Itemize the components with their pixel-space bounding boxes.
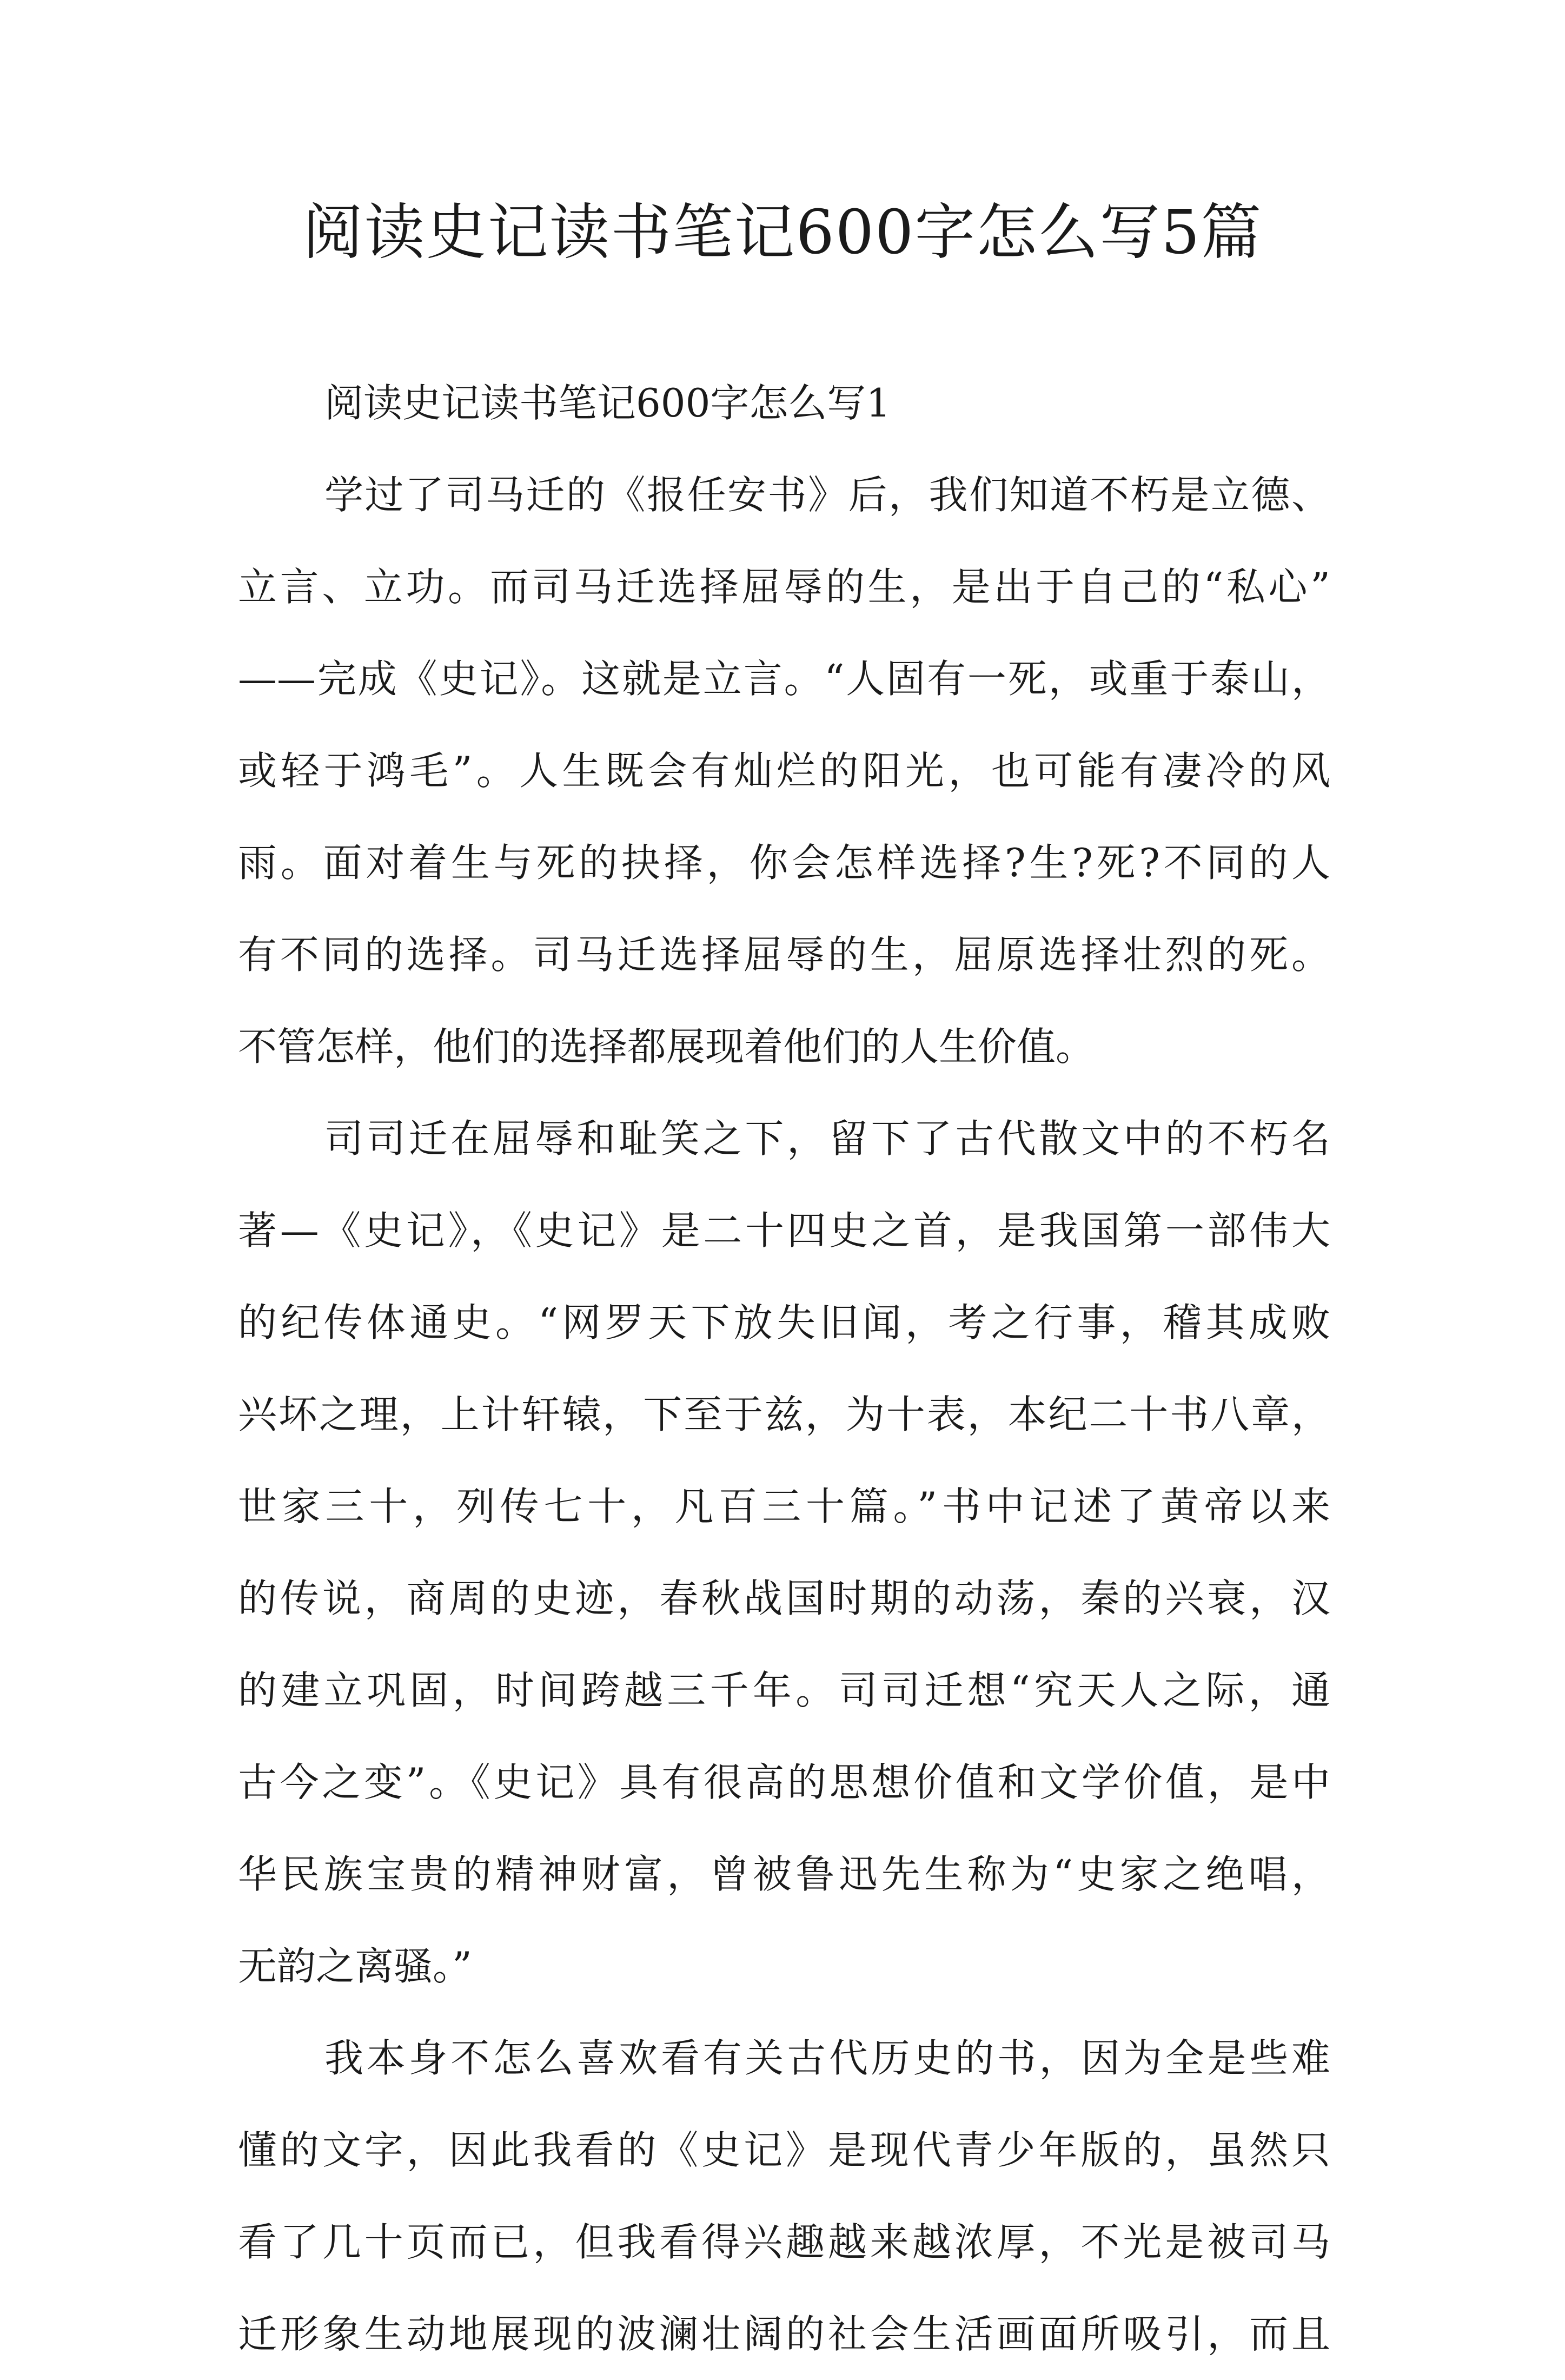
paragraph-line: 司司迁在屈辱和耻笑之下，留下了古代散文中的不朽名 bbox=[324, 1116, 1330, 1161]
paragraph-line: 世家三十，列传七十，凡百三十篇。”书中记述了黄帝以来 bbox=[238, 1484, 1330, 1529]
paragraph-line: 的纪传体通史。“网罗天下放失旧闻，考之行事，稽其成败 bbox=[238, 1300, 1330, 1345]
paragraph-line: 我本身不怎么喜欢看有关古代历史的书，因为全是些难 bbox=[324, 2035, 1330, 2081]
paragraph-line: 无韵之离骚。” bbox=[238, 1943, 472, 1989]
paragraph-line: 兴坏之理，上计轩辕，下至于兹，为十表，本纪二十书八章， bbox=[238, 1392, 1330, 1437]
section-heading: 阅读史记读书笔记600字怎么写1 bbox=[324, 380, 891, 426]
document-title: 阅读史记读书笔记600字怎么写5篇 bbox=[302, 197, 1263, 268]
paragraph-line: 迁形象生动地展现的波澜壮阔的社会生活画面所吸引，而且 bbox=[238, 2311, 1330, 2357]
paragraph-line: 有不同的选择。司马迁选择屈辱的生，屈原选择壮烈的死。 bbox=[238, 932, 1330, 977]
paragraph-line: 著—《史记》，《史记》是二十四史之首，是我国第一部伟大 bbox=[238, 1208, 1330, 1253]
paragraph-line: 学过了司马迁的《报任安书》后，我们知道不朽是立德、 bbox=[324, 472, 1330, 518]
paragraph-line: 立言、立功。而司马迁选择屈辱的生，是出于自己的“私心” bbox=[238, 564, 1330, 610]
paragraph-line: 的传说，商周的史迹，春秋战国时期的动荡，秦的兴衰，汉 bbox=[238, 1576, 1330, 1621]
paragraph-line: 古今之变”。《史记》具有很高的思想价值和文学价值，是中 bbox=[238, 1760, 1330, 1805]
document-body bbox=[238, 357, 1330, 2380]
paragraph-line: 懂的文字，因此我看的《史记》是现代青少年版的，虽然只 bbox=[238, 2127, 1330, 2173]
paragraph-line: 看了几十页而已，但我看得兴趣越来越浓厚，不光是被司马 bbox=[238, 2219, 1330, 2265]
paragraph-line: ——完成《史记》。这就是立言。“人固有一死，或重于泰山， bbox=[238, 656, 1330, 702]
paragraph-line: 不管怎样，他们的选择都展现着他们的人生价值。 bbox=[238, 1024, 1095, 1069]
paragraph-line: 华民族宝贵的精神财富，曾被鲁迅先生称为“史家之绝唱， bbox=[238, 1852, 1330, 1897]
paragraph-line: 的建立巩固，时间跨越三千年。司司迁想“究天人之际，通 bbox=[238, 1668, 1330, 1713]
paragraph-line: 或轻于鸿毛”。人生既会有灿烂的阳光，也可能有凄冷的风 bbox=[238, 748, 1330, 794]
paragraph-line: 雨。面对着生与死的抉择，你会怎样选择?生?死?不同的人 bbox=[238, 840, 1330, 885]
